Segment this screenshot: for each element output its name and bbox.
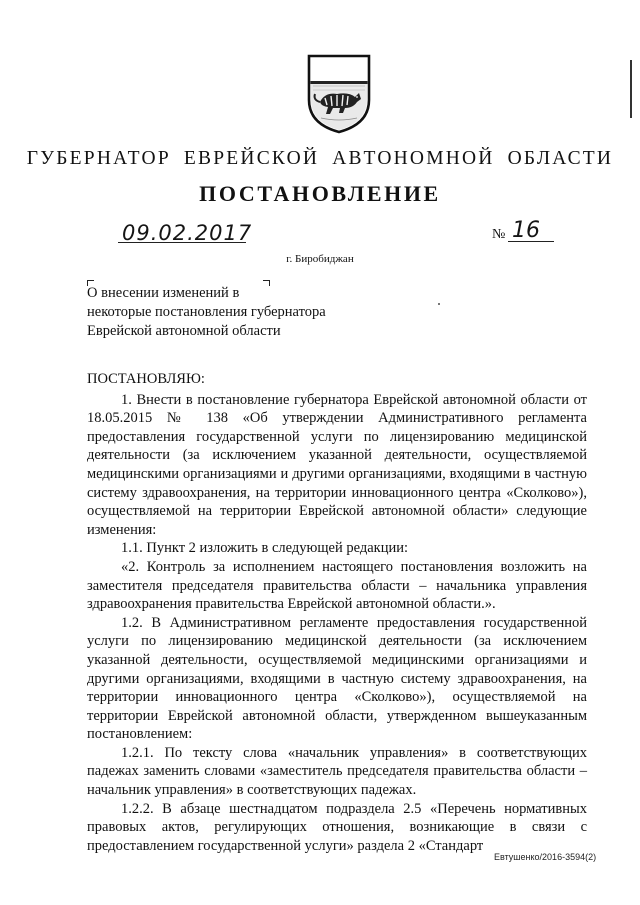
number-sign: № — [492, 227, 506, 242]
scan-dot — [438, 303, 440, 305]
decree-word: ПОСТАНОВЛЯЮ: — [87, 371, 205, 387]
subject-line: Еврейской автономной области — [87, 323, 281, 339]
body-paragraph-1-2-2: 1.2.2. В абзаце шестнадцатом подраздела 2.5 «Перечень нормативных правовых актов, регулирующих отношения, возникающие в связи с предоставлением государственной услуги» раздела 2 «Стандарт — [87, 800, 587, 854]
coat-of-arms-tiger-icon — [303, 50, 375, 134]
scan-edge-mark — [630, 60, 632, 118]
body-paragraph-quote: «2. Контроль за исполнением настоящего постановления возложить на заместителя председателя правительства области – начальника управления здравоохранения правительства Еврейской автономной области.». — [87, 558, 587, 613]
document-type-title: ПОСТАНОВЛЕНИЕ — [199, 181, 441, 206]
body-paragraph-1: 1. Внести в постановление губернатора Еврейской автономной области от 18.05.2015 № 138 «Об утверждении Административного регламента предоставления государственной услуги по лицензированию медицинской деятельности (за исключением указанной деятельности, осуществляемой медицинскими организациями и другими организациями, входящими в частную систему здравоохранения, на территории инновационного центра «Сколково»), осуществляемой на территории Еврейской автономной области» следующие изменения: — [87, 391, 587, 538]
issuing-authority-title: ГУБЕРНАТОР ЕВРЕЙСКОЙ АВТОНОМНОЙ ОБЛАСТИ — [26, 148, 614, 169]
body-paragraph-1-2: 1.2. В Административном регламенте предоставления государственной услуги по лицензированию медицинской деятельности (за исключением указанной деятельности, осуществляемой медицинскими организациями и другими организациями, входящими в частную систему здравоохранения, на территории инновационного центра «Сколково»), осуществляемой на территории Еврейской автономной области, утвержденном вышеуказанным постановлением: — [87, 614, 587, 743]
document-body — [87, 370, 587, 855]
body-paragraph-1-2-1: 1.2.1. По тексту слова «начальник управления» в соответствующих падежах заменить словами «заместитель председателя правительства области – начальник управления» в соответствующих падежах. — [87, 744, 587, 799]
document-subject — [87, 284, 326, 341]
document-date — [118, 221, 253, 247]
date-handwritten: 09.02.2017 — [122, 221, 253, 245]
subject-line: некоторые постановления губернатора — [87, 304, 326, 320]
body-paragraph-1-1: 1.1. Пункт 2 изложить в следующей редакции: — [121, 540, 409, 557]
subject-line: О внесении изменений в — [87, 285, 240, 301]
date-underline — [118, 242, 246, 243]
footer-reference: Евтушенко/2016-3594(2) — [494, 852, 597, 862]
document-number — [484, 218, 554, 248]
number-underline — [508, 241, 554, 242]
number-handwritten: 16 — [512, 218, 540, 243]
issue-city: г. Биробиджан — [286, 253, 354, 265]
